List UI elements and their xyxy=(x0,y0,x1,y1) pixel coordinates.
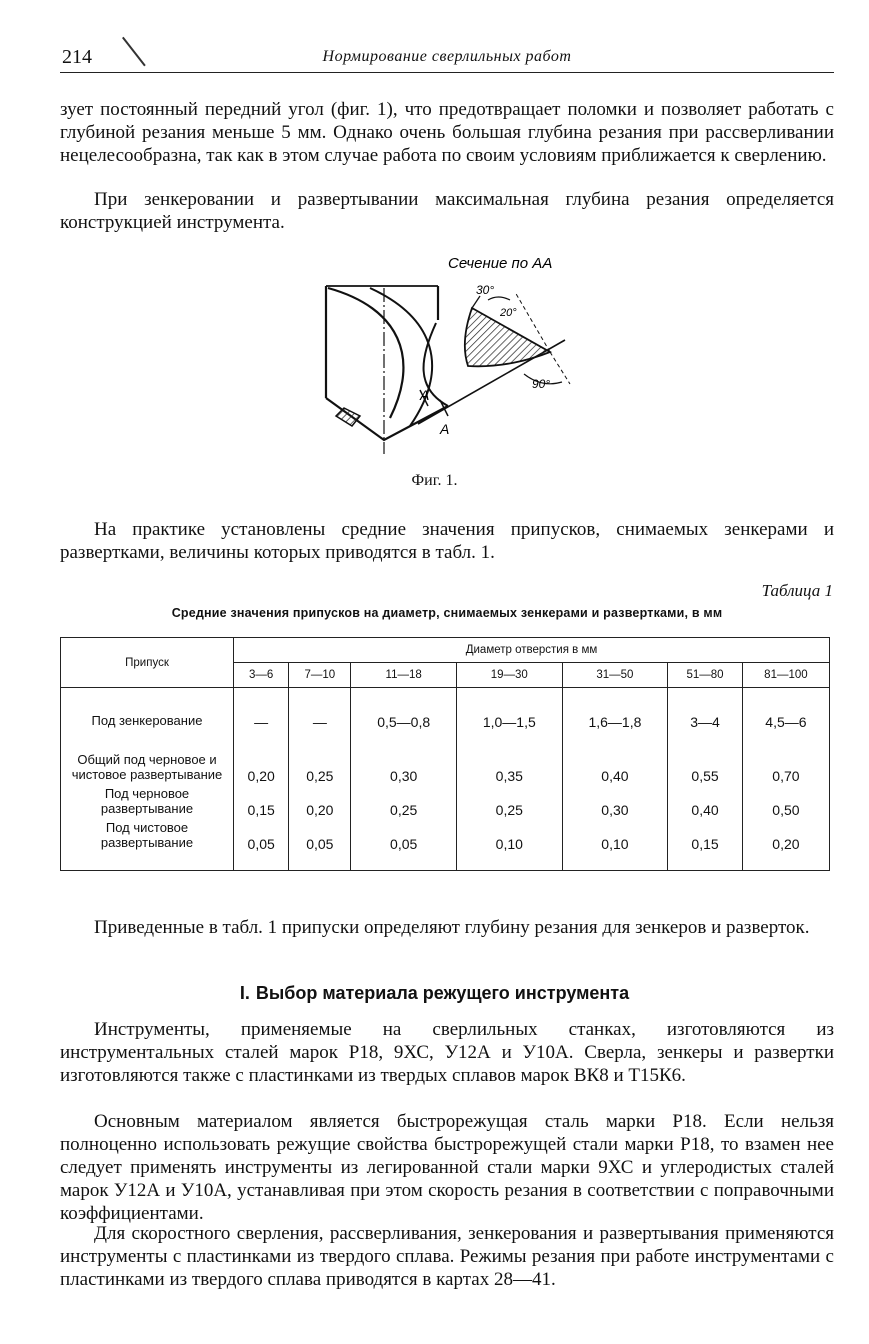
running-title: Нормирование сверлильных работ xyxy=(322,48,572,65)
row-label: Общий под черновое и чистовое развертывание xyxy=(61,730,234,784)
section-mark-a2: А xyxy=(440,421,450,437)
table-cell: 0,15 xyxy=(668,818,743,852)
table-cell: 0,25 xyxy=(351,784,457,818)
angle-30-label: 30° xyxy=(476,283,495,297)
drill-illustration xyxy=(300,248,600,458)
table-cell: 0,25 xyxy=(456,784,562,818)
column-header: 19—30 xyxy=(456,663,562,688)
table-row xyxy=(61,730,830,784)
page-number: 214 xyxy=(62,46,92,68)
column-header: 3—6 xyxy=(234,663,289,688)
table-title: Средние значения припусков на диаметр, снимаемых зенкерами и развертками, в мм xyxy=(171,606,723,620)
column-header: 51—80 xyxy=(668,663,743,688)
figure-1 xyxy=(300,248,600,458)
table-cell: 0,5—0,8 xyxy=(351,706,457,730)
table-cell: 0,05 xyxy=(351,818,457,852)
allowance-table xyxy=(60,637,830,871)
group-header-cell: Диаметр отверстия в мм xyxy=(234,638,830,663)
table-label: Таблица 1 xyxy=(761,581,833,600)
column-header: 31—50 xyxy=(562,663,668,688)
table-cell: 0,35 xyxy=(456,730,562,784)
table-cell: 0,05 xyxy=(289,818,351,852)
table-cell: 1,6—1,8 xyxy=(562,706,668,730)
column-header: 7—10 xyxy=(289,663,351,688)
paragraph-after-table: Приведенные в табл. 1 припуски определяют глубину резания для зенкеров и разверток. xyxy=(94,917,810,938)
row-label: Под черновое развертывание xyxy=(61,784,234,818)
section-heading xyxy=(0,983,869,1004)
section-number: I. xyxy=(239,983,250,1003)
table-cell: 0,70 xyxy=(742,730,829,784)
figure-caption: Фиг. 1. xyxy=(411,472,458,489)
table-cell: 0,40 xyxy=(668,784,743,818)
drill-body xyxy=(326,286,448,454)
section-title: Выбор материала режущего инструмента xyxy=(255,983,630,1003)
column-header: 81—100 xyxy=(742,663,829,688)
table-row xyxy=(61,818,830,852)
table-cell: 0,05 xyxy=(234,818,289,852)
section-title: Сечение по АА xyxy=(448,255,553,272)
paragraph-materials: Инструменты, применяемые на сверлильных станках, изготовляются из инструментальных сталей марок Р18, 9ХС, У12А и У10А. Сверла, зенкеры и развертки изготовляются также с пластинками из твердых сплавов марок ВК8 и Т15К6. xyxy=(60,1019,834,1086)
table-cell: 0,20 xyxy=(234,730,289,784)
table-cell: 0,40 xyxy=(562,730,668,784)
table-cell: 0,10 xyxy=(562,818,668,852)
table-cell: 0,10 xyxy=(456,818,562,852)
table-cell: 1,0—1,5 xyxy=(456,706,562,730)
table-cell: 0,20 xyxy=(742,818,829,852)
table-cell: 0,30 xyxy=(351,730,457,784)
row-label: Под чистовое развертывание xyxy=(61,818,234,852)
table-cell: 0,20 xyxy=(289,784,351,818)
column-header: 11—18 xyxy=(351,663,457,688)
cross-section xyxy=(448,255,570,391)
row-label: Под зенкерование xyxy=(61,706,234,730)
paragraph-continued: зует постоянный передний угол (фиг. 1), что предотвращает поломки и позволяет работать с глубиной резания меньше 5 мм. Однако очень большая глубина резания при рассверливании нецелесообразна, так как в этом случае работа по своим условиям приближается к сверлению. xyxy=(60,99,834,166)
table-cell: 0,15 xyxy=(234,784,289,818)
paragraph-max-depth: При зенкеровании и развертывании максимальная глубина резания определяется конструкцией инструмента. xyxy=(60,189,834,233)
table-row xyxy=(61,706,830,730)
paragraph-practice: На практике установлены средние значения припусков, снимаемых зенкерами и развертками, величины которых приводятся в табл. 1. xyxy=(60,519,834,563)
paragraph-main-material: Основным материалом является быстрорежущая сталь марки Р18. Если нельзя полноценно использовать режущие свойства быстрорежущей стали марки Р18, то взамен нее следует применять инструменты из легированной стали марки 9ХС и углеродистых сталей марок У12А и У10А, устанавливая при этом скорость резания в соответствии с поправочными коэффициентами. xyxy=(60,1111,834,1224)
row-header-cell: Припуск xyxy=(61,638,234,688)
table-row xyxy=(61,784,830,818)
table-cell: 0,50 xyxy=(742,784,829,818)
table-cell: 0,55 xyxy=(668,730,743,784)
section-mark-a1: А xyxy=(420,387,430,403)
table-cell: 3—4 xyxy=(668,706,743,730)
angle-90-label: 90° xyxy=(532,377,551,391)
table-cell: 0,30 xyxy=(562,784,668,818)
table-cell: 0,25 xyxy=(289,730,351,784)
table-cell: — xyxy=(234,706,289,730)
angle-20-label: 20° xyxy=(500,307,517,319)
table-cell: — xyxy=(289,706,351,730)
paragraph-carbide: Для скоростного сверления, рассверливания, зенкерования и развертывания применяются инструменты с пластинками из твердого сплава. Режимы резания при работе инструментами с пластинками из твердого сплава приводятся в картах 28—41. xyxy=(60,1223,834,1290)
page-header xyxy=(60,44,834,73)
table-cell: 4,5—6 xyxy=(742,706,829,730)
